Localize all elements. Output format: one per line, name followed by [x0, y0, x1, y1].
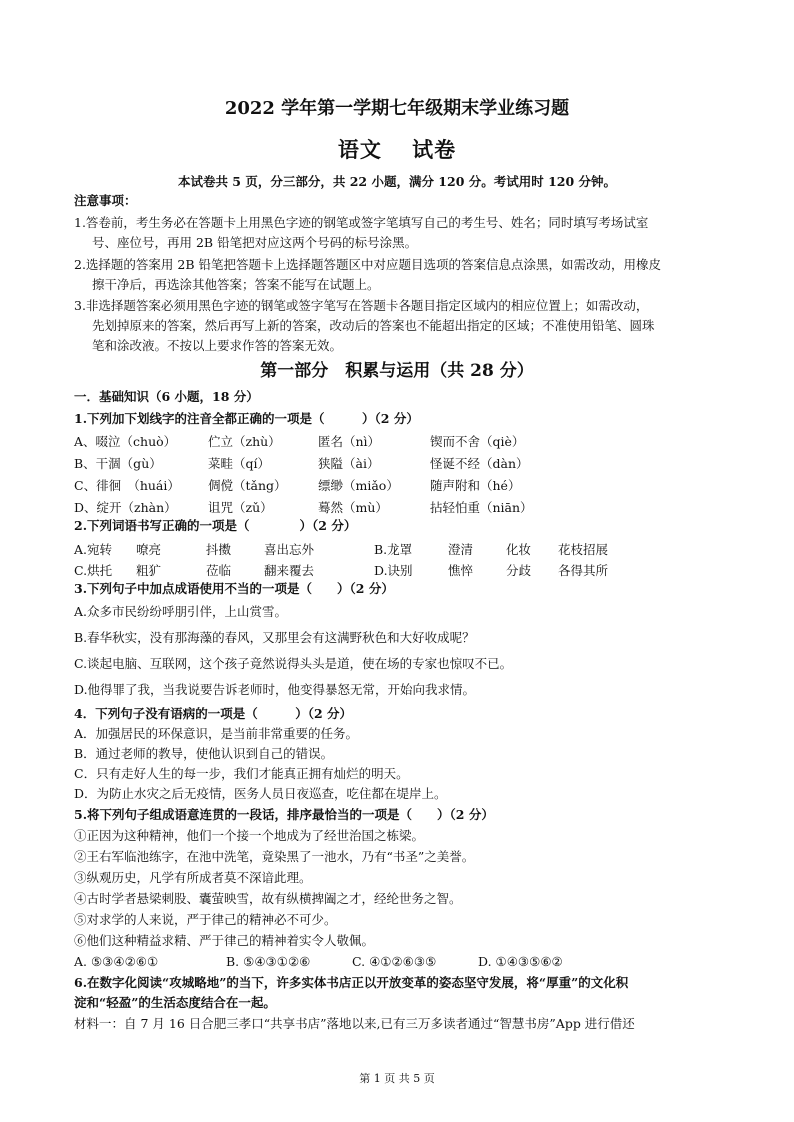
q1-stem: 1.下列加下划线字的注音全都正确的一项是（ ）（2 分）	[74, 411, 419, 426]
q2-option: 粗犷	[136, 563, 162, 578]
q5-sentence: ⑥他们这种精益求精、严于律己的精神着实令人敬佩。	[74, 933, 375, 948]
q2-stem: 2.下列词语书写正确的一项是（ ）（2 分）	[74, 518, 357, 533]
notes-line: 号、座位号，再用 2B 铅笔把对应这两个号码的标号涂黑。	[92, 235, 418, 250]
q1-option: 怪诞不经（dàn）	[430, 456, 529, 471]
q5-sentence: ⑤对求学的人来说，严于律己的精神必不可少。	[74, 912, 337, 927]
q6-stem: 淀和“轻盈”的生活态度结合在一起。	[74, 995, 276, 1010]
page-footer: 第 1 页 共 5 页	[359, 1072, 435, 1085]
q1-option: 拈轻怕重（niān）	[430, 500, 533, 515]
q5-sentence: ①正因为这种精神，他们一个接一个地成为了经世治国之栋梁。	[74, 828, 425, 843]
q2-option: A.宛转	[74, 542, 113, 557]
q2-option: 喜出忘外	[264, 542, 315, 557]
exam-title: 2022 学年第一学期七年级期末学业练习题	[224, 98, 570, 119]
q1-option: A、啜泣（chuò）	[74, 434, 177, 449]
q2-option: 花枝招展	[558, 542, 609, 557]
q4-option: C．只有走好人生的每一步，我们才能真正拥有灿烂的明天。	[74, 766, 409, 781]
notes-line: 2.选择题的答案用 2B 铅笔把答题卡上选择题答题区中对应题目选项的答案信息点涂黑，如需改动，用橡皮	[74, 257, 662, 272]
q3-option: A.众多市民纷纷呼朋引伴，上山赏雪。	[74, 604, 288, 619]
q2-option: 化妆	[506, 542, 532, 557]
q1-option: 随声附和（hé）	[430, 478, 521, 493]
q2-option: 分歧	[506, 563, 532, 578]
q6-material: 材料一：自 7 月 16 日合肥三孝口“共享书店”落地以来,已有三万多读者通过“智慧书房”App 进行借还	[74, 1016, 635, 1031]
q3-option: D.他得罪了我，当我说要告诉老师时，他变得暴怒无常，开始向我求情。	[74, 682, 476, 697]
q3-option: B.春华秋实，没有那海藻的春风，又那里会有这满野秋色和大好收成呢？	[74, 630, 475, 645]
q4-option: B．通过老师的教导，使他认识到自己的错误。	[74, 746, 334, 761]
notes-line: 3.非选择题答案必须用黑色字迹的钢笔或签字笔写在答题卡各题目指定区域内的相应位置上；如需改动，	[74, 298, 649, 313]
q1-option: 锲而不舍（qiè）	[430, 434, 525, 449]
q1-option: 倜傥（tǎng）	[208, 478, 287, 493]
exam-info: 本试卷共 5 页，分三部分，共 22 小题，满分 120 分。考试用时 120 分钟。	[177, 174, 617, 189]
q2-option: 抖擞	[206, 542, 232, 557]
q2-option: 各得其所	[558, 563, 609, 578]
q1-option: 蓦然（mù）	[318, 500, 388, 515]
q3-stem: 3.下列句子中加点成语使用不当的一项是（ ）（2 分）	[74, 581, 394, 596]
q5-sentence: ④古时学者悬梁刺股、囊萤映雪，故有纵横捭阖之才，经纶世务之智。	[74, 891, 462, 906]
q1-option: 诅咒（zǔ）	[208, 500, 273, 515]
q2-option: 澄清	[448, 542, 474, 557]
q5-choice: C. ④①②⑥③⑤	[352, 954, 437, 969]
q2-option: D.诀别	[374, 563, 413, 578]
q4-option: D．为防止水灾之后无疫情，医务人员日夜巡查，吃住都在堤岸上。	[74, 786, 447, 801]
q1-option: D、绽开（zhàn）	[74, 500, 177, 515]
q4-stem: 4．下列句子没有语病的一项是（ ）（2 分）	[74, 706, 352, 721]
part1-title: 第一部分 积累与运用（共 28 分）	[260, 361, 534, 381]
q1-option: 匿名（nì）	[318, 434, 381, 449]
notes-line: 笔和涂改液。不按以上要求作答的答案无效。	[92, 338, 343, 353]
q5-choice: B. ⑤④③①②⑥	[226, 954, 311, 969]
q2-option: 翻来覆去	[264, 563, 315, 578]
q3-option: C.谈起电脑、互联网，这个孩子竟然说得头头是道，使在场的专家也惊叹不已。	[74, 656, 513, 671]
q2-option: 嘹亮	[136, 542, 162, 557]
q2-option: 莅临	[206, 563, 232, 578]
q2-option: B.龙罩	[374, 542, 413, 557]
notes-line: 1.答卷前，考生务必在答题卡上用黑色字迹的钢笔或签字笔填写自己的考生号、姓名；同时填写考场试室	[74, 215, 649, 230]
q5-choice: D. ①④③⑤⑥②	[478, 954, 563, 969]
q5-sentence: ②王右军临池练字，在池中洗笔，竟染黑了一池水，乃有“书圣”之美誉。	[74, 849, 475, 864]
q5-choice: A. ⑤③④②⑥①	[74, 954, 159, 969]
q1-option: B、干涸（gù）	[74, 456, 162, 471]
notes-line: 擦干净后，再选涂其他答案；答案不能写在试题上。	[92, 277, 380, 292]
q5-stem: 5.将下列句子组成语意连贯的一段话，排序最恰当的一项是（ ）（2 分）	[74, 807, 494, 822]
q2-option: C.烘托	[74, 563, 113, 578]
notes-heading: 注意事项：	[74, 193, 137, 208]
q1-option: 菜畦（qí）	[208, 456, 270, 471]
q1-option: 缥缈（miǎo）	[318, 478, 399, 493]
notes-line: 先划掉原来的答案，然后再写上新的答案，改动后的答案也不能超出指定的区域；不准使用铅笔、圆珠	[92, 318, 655, 333]
q1-option: 伫立（zhù）	[208, 434, 281, 449]
q2-option: 憔悴	[448, 563, 474, 578]
q4-option: A．加强居民的环保意识，是当前非常重要的任务。	[74, 726, 359, 741]
subject-title: 语文 试卷	[337, 137, 457, 162]
q5-sentence: ③纵观历史，凡学有所成者莫不深谙此理。	[74, 870, 312, 885]
q1-option: C、徘徊 （huái）	[74, 478, 180, 493]
section-title: 一．基础知识（6 小题，18 分）	[74, 389, 259, 404]
q6-stem: 6.在数字化阅读“攻城略地”的当下，许多实体书店正以开放变革的姿态坚守发展，将“厚重”的文化积	[74, 975, 629, 990]
q1-option: 狭隘（ài）	[318, 456, 380, 471]
